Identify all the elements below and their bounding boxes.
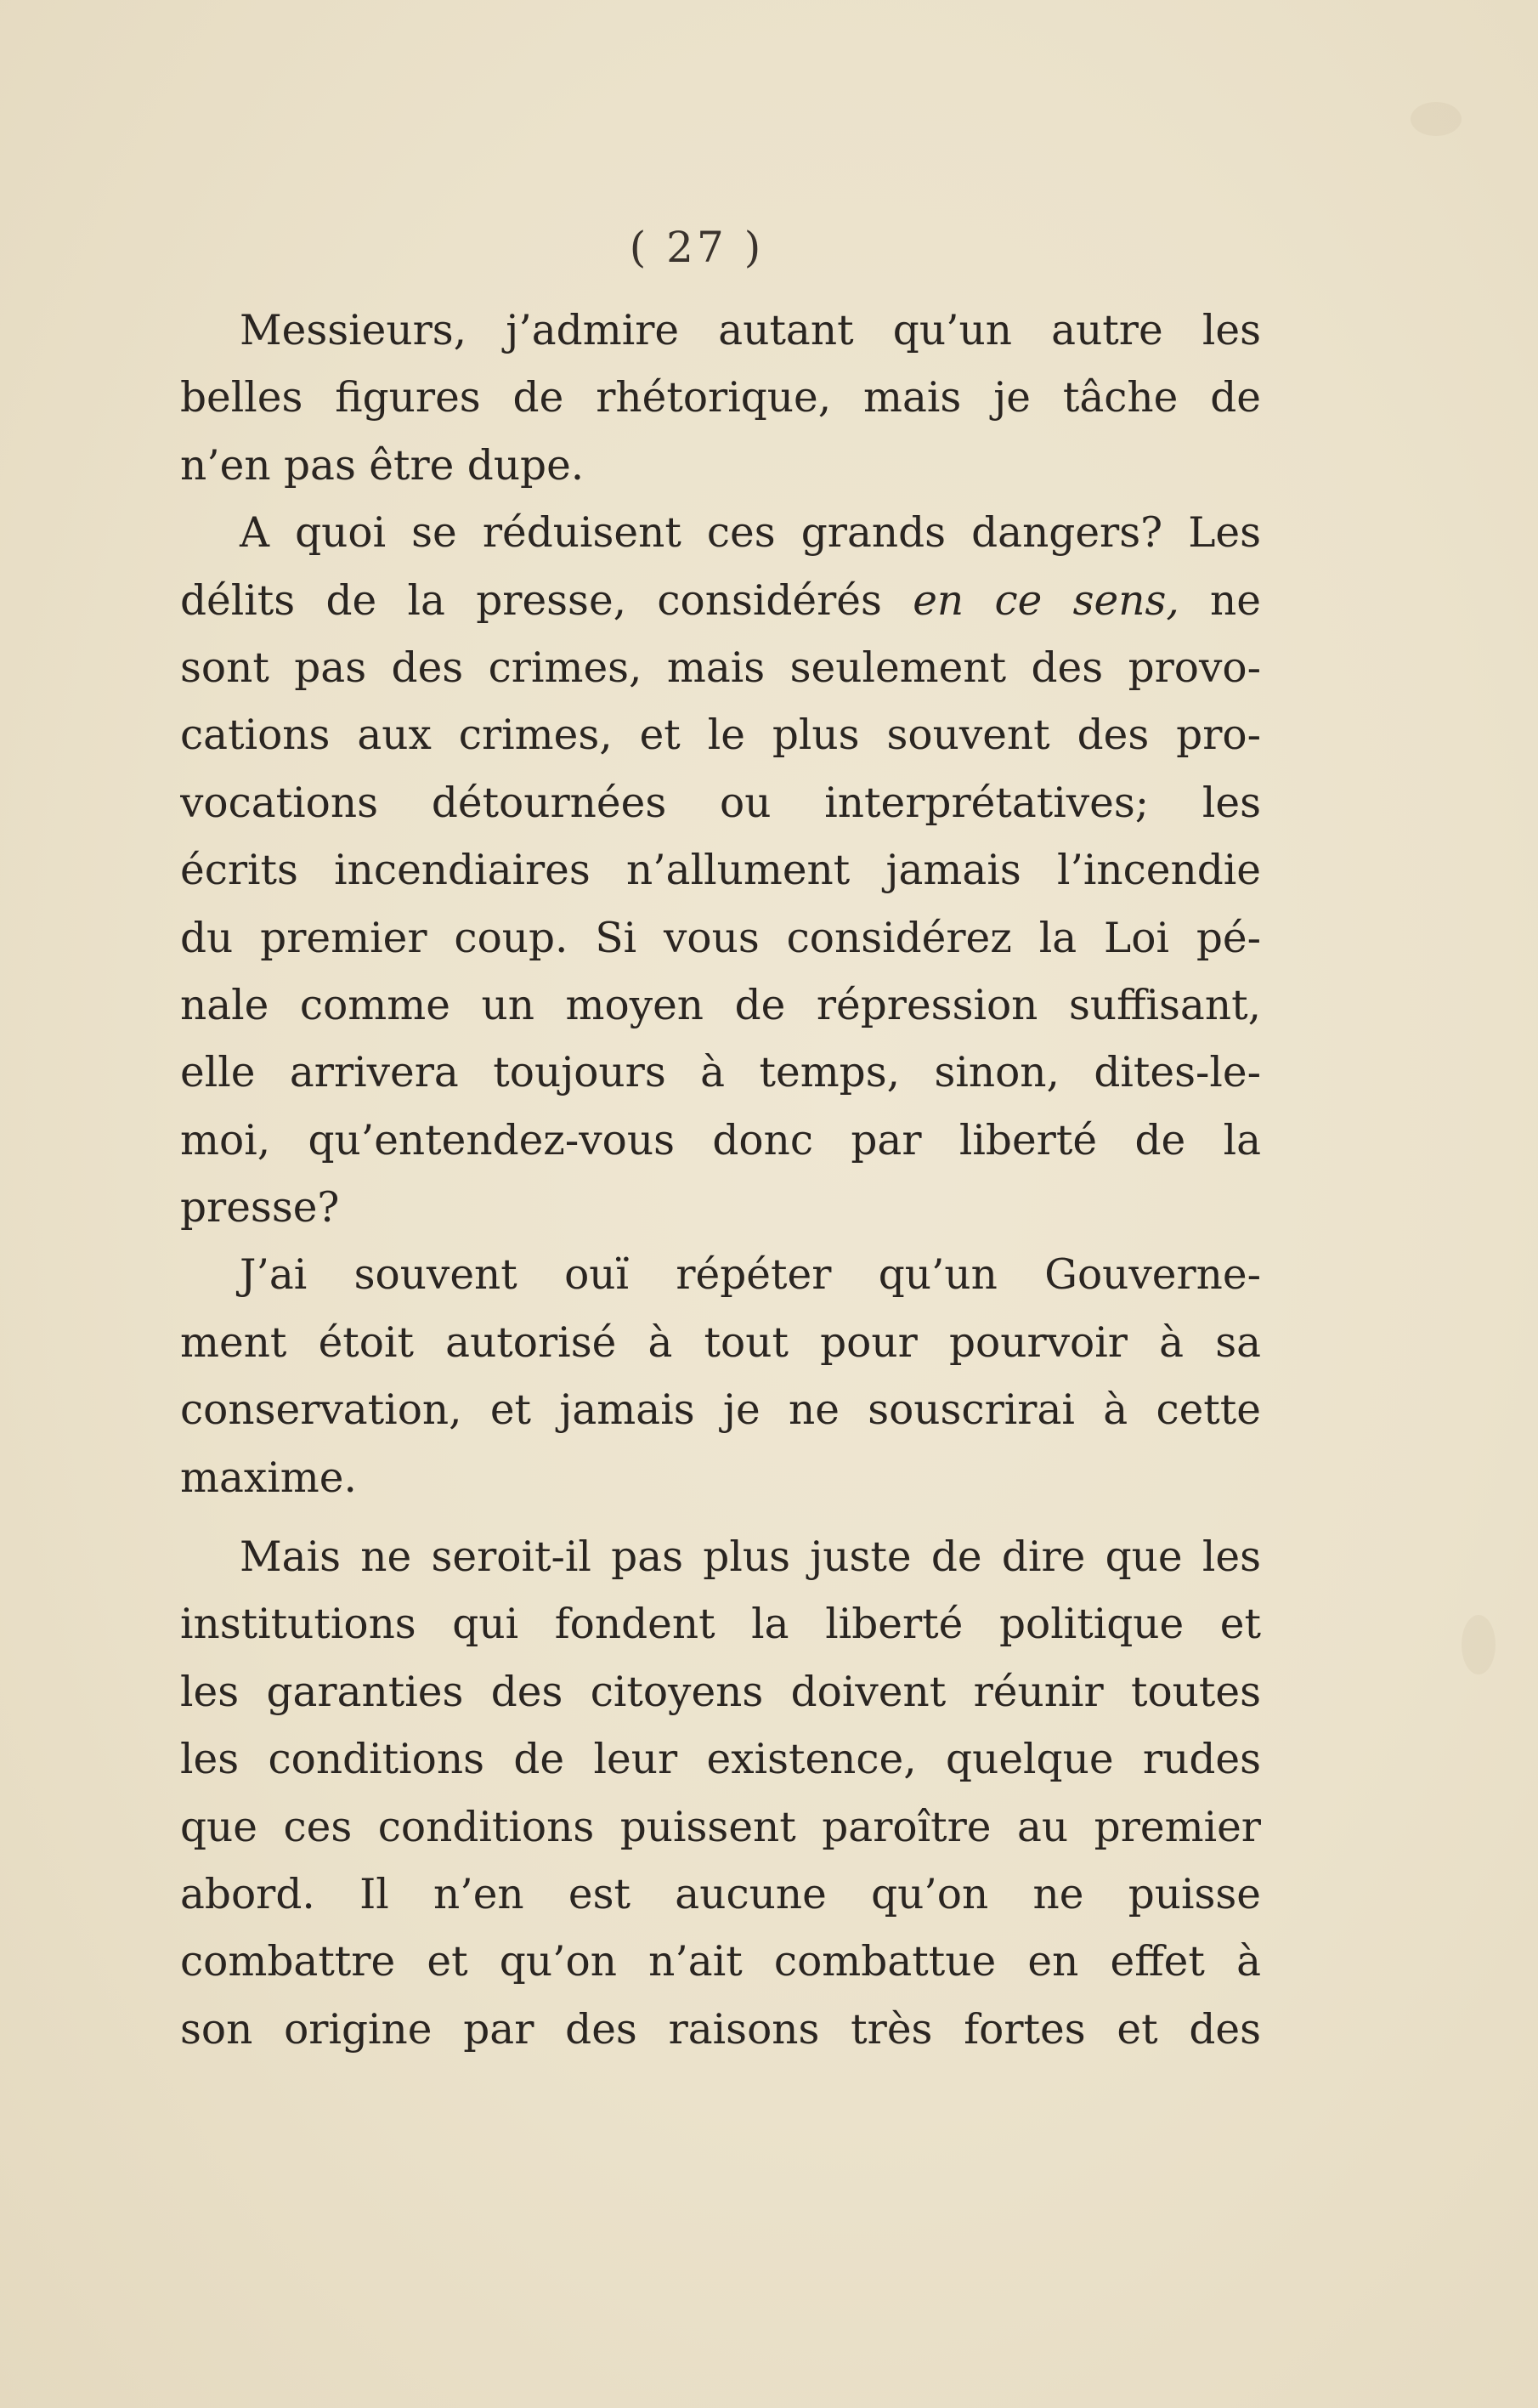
text-line: les garanties des citoyens doivent réunir toutes (180, 1668, 1261, 1716)
text-line: J’ai souvent ouï répéter qu’un Gouverne- (240, 1251, 1261, 1300)
text-line: écrits incendiaires n’allument jamais l’incendie (180, 847, 1261, 895)
text-line: elle arrivera toujours à temps, sinon, dites-le- (180, 1049, 1261, 1097)
italic-phrase: en ce sens, (913, 576, 1179, 625)
text-line: maxime. (180, 1453, 357, 1502)
text-line: ment étoit autorisé à tout pour pourvoir à sa (180, 1318, 1261, 1367)
text-line: les conditions de leur existence, quelque rudes (180, 1736, 1261, 1784)
paragraph (180, 297, 1261, 500)
page-number: ( 27 ) (629, 223, 765, 272)
text-line: A quoi se réduisent ces grands dangers? Les (240, 509, 1261, 558)
paragraph (180, 1242, 1261, 1512)
text-line (180, 568, 1261, 635)
text-line: du premier coup. Si vous considérez la Loi pé- (180, 914, 1261, 962)
text-line: son origine par des raisons très fortes et des (180, 2005, 1261, 2054)
paragraph (180, 1524, 1261, 2064)
text-line: abord. Il n’en est aucune qu’on ne puisse (180, 1870, 1261, 1918)
text-line: conservation, et jamais je ne souscrirai à cette (180, 1386, 1261, 1435)
text-line: que ces conditions puissent paroître au premier (180, 1803, 1261, 1851)
text-line: vocations détournées ou interprétatives; les (180, 779, 1261, 827)
text-line: institutions qui fondent la liberté politique et (180, 1601, 1261, 1649)
text-span: délits de la presse, considérés (180, 576, 913, 625)
text-line: belles figures de rhétorique, mais je tâche de (180, 374, 1261, 422)
text-line: cations aux crimes, et le plus souvent des pro- (180, 711, 1261, 760)
text-line: presse? (180, 1184, 340, 1232)
text-line: moi, qu’entendez-vous donc par liberté de la (180, 1116, 1261, 1164)
text-line: nale comme un moyen de répression suffisant, (180, 981, 1261, 1029)
text-line: Messieurs, j’admire autant qu’un autre les (240, 307, 1261, 354)
text-line: sont pas des crimes, mais seulement des provo- (180, 643, 1261, 692)
paragraph-gap (180, 1512, 1261, 1524)
text-line: n’en pas être dupe. (180, 441, 585, 490)
paper-stain (1411, 102, 1462, 136)
paper-stain (1462, 1615, 1496, 1674)
body-text (180, 297, 1261, 2064)
paragraph (180, 500, 1261, 1242)
text-span: ne (1179, 576, 1261, 625)
text-line: Mais ne seroit-il pas plus juste de dire que les (240, 1533, 1261, 1582)
text-line: combattre et qu’on n’ait combattue en effet à (180, 1938, 1261, 1986)
